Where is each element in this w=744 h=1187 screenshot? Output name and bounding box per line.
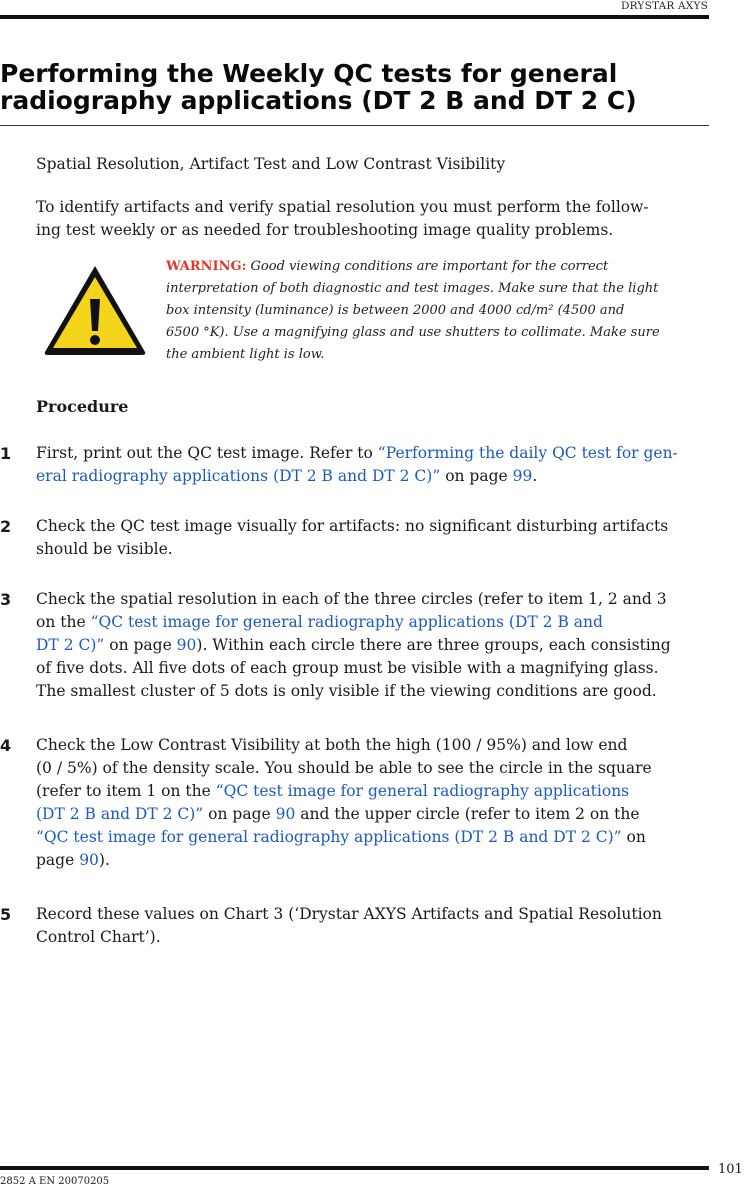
step-4-text: (refer to item 1 on the [36, 782, 216, 800]
step-4-text-2: on page [203, 805, 276, 823]
step-3-text: on the [36, 613, 91, 631]
step-4-line-1: Check the Low Contrast Visibility at both the high (100 / 95%) and low end [36, 736, 628, 754]
step-4-text-4: on [621, 828, 646, 846]
intro-line-1: To identify artifacts and verify spatial resolution you must perform the follow- [36, 198, 649, 216]
warning-line-1: Good viewing conditions are important for the correct [250, 259, 609, 274]
step-number-1: 1 [0, 444, 12, 463]
step-3-line-4: of five dots. All five dots of each group must be visible with a magnifying glass. [36, 659, 659, 677]
warning-line-4: 6500 °K). Use a magnifying glass and use shutters to collimate. Make sure [166, 325, 660, 340]
section-subtitle: Spatial Resolution, Artifact Test and Low Contrast Visibility [36, 155, 506, 173]
warning-line-2: interpretation of both diagnostic and test images. Make sure that the light [166, 281, 659, 296]
step-1 [36, 442, 716, 488]
step-1-text: First, print out the QC test image. Refer to [36, 444, 378, 462]
step-4-text-3: and the upper circle (refer to item 2 on the [295, 805, 640, 823]
step-4-text-6: ). [98, 851, 110, 869]
step-3-text-3: ). Within each circle there are three groups, each consisting [196, 636, 671, 654]
step-3-link-cont[interactable]: DT 2 C)” [36, 636, 105, 654]
step-2-line-2: should be visible. [36, 540, 173, 558]
step-number-4: 4 [0, 736, 12, 755]
page-number: 101 [718, 1162, 743, 1177]
step-1-text-2: on page [440, 467, 513, 485]
step-3-line-1: Check the spatial resolution in each of the three circles (refer to item 1, 2 and 3 [36, 590, 667, 608]
step-number-5: 5 [0, 905, 12, 924]
step-1-period: . [532, 467, 538, 485]
step-3-page-link[interactable]: 90 [176, 636, 197, 654]
document-id: 2852 A EN 20070205 [0, 1176, 110, 1187]
header-rule [0, 15, 709, 19]
step-number-2: 2 [0, 517, 12, 536]
title-line-1: Performing the Weekly QC tests for general [0, 59, 618, 88]
title-line-2: radiography applications (DT 2 B and DT 2 C) [0, 86, 637, 115]
page-title [0, 60, 720, 114]
warning-line-5: the ambient light is low. [166, 347, 325, 362]
step-4-link-a[interactable]: “QC test image for general radiography applications [215, 782, 630, 800]
step-4-line-2: (0 / 5%) of the density scale. You should be able to see the circle in the square [36, 759, 652, 777]
step-4-link-a-cont[interactable]: (DT 2 B and DT 2 C)” [36, 805, 204, 823]
step-5 [36, 903, 716, 949]
footer-rule [0, 1166, 709, 1170]
step-4-page-link-b[interactable]: 90 [79, 851, 99, 869]
step-4-page-link-a[interactable]: 90 [275, 805, 296, 823]
procedure-heading: Procedure [36, 397, 129, 416]
step-3-link[interactable]: “QC test image for general radiography applications (DT 2 B and [90, 613, 603, 631]
step-5-line-1: Record these values on Chart 3 (‘Drystar AXYS Artifacts and Spatial Resolution [36, 905, 662, 923]
step-5-line-2: Control Chart’). [36, 928, 161, 946]
warning-icon [42, 263, 148, 357]
running-header: DRYSTAR AXYS [621, 0, 708, 12]
step-3-line-5: The smallest cluster of 5 dots is only visible if the viewing conditions are good. [36, 682, 657, 700]
warning-line-3: box intensity (luminance) is between 2000 and 4000 cd/m² (4500 and [166, 303, 625, 318]
step-4-link-b[interactable]: “QC test image for general radiography applications (DT 2 B and DT 2 C)” [36, 828, 622, 846]
warning-label: WARNING: [166, 259, 247, 274]
step-4-text-5: page [36, 851, 80, 869]
step-4 [36, 734, 716, 872]
intro-paragraph [36, 196, 716, 242]
step-1-link-cont[interactable]: eral radiography applications (DT 2 B and DT 2 C)” [36, 467, 441, 485]
step-3-text-2: on page [104, 636, 177, 654]
step-2 [36, 515, 716, 561]
intro-line-2: ing test weekly or as needed for troubleshooting image quality problems. [36, 221, 614, 239]
step-1-page-link[interactable]: 99 [512, 467, 533, 485]
step-number-3: 3 [0, 590, 12, 609]
step-3 [36, 588, 716, 703]
step-1-link[interactable]: “Performing the daily QC test for gen- [377, 444, 678, 462]
warning-note [166, 256, 706, 366]
title-rule [0, 125, 709, 126]
step-2-line-1: Check the QC test image visually for artifacts: no significant disturbing artifacts [36, 517, 669, 535]
